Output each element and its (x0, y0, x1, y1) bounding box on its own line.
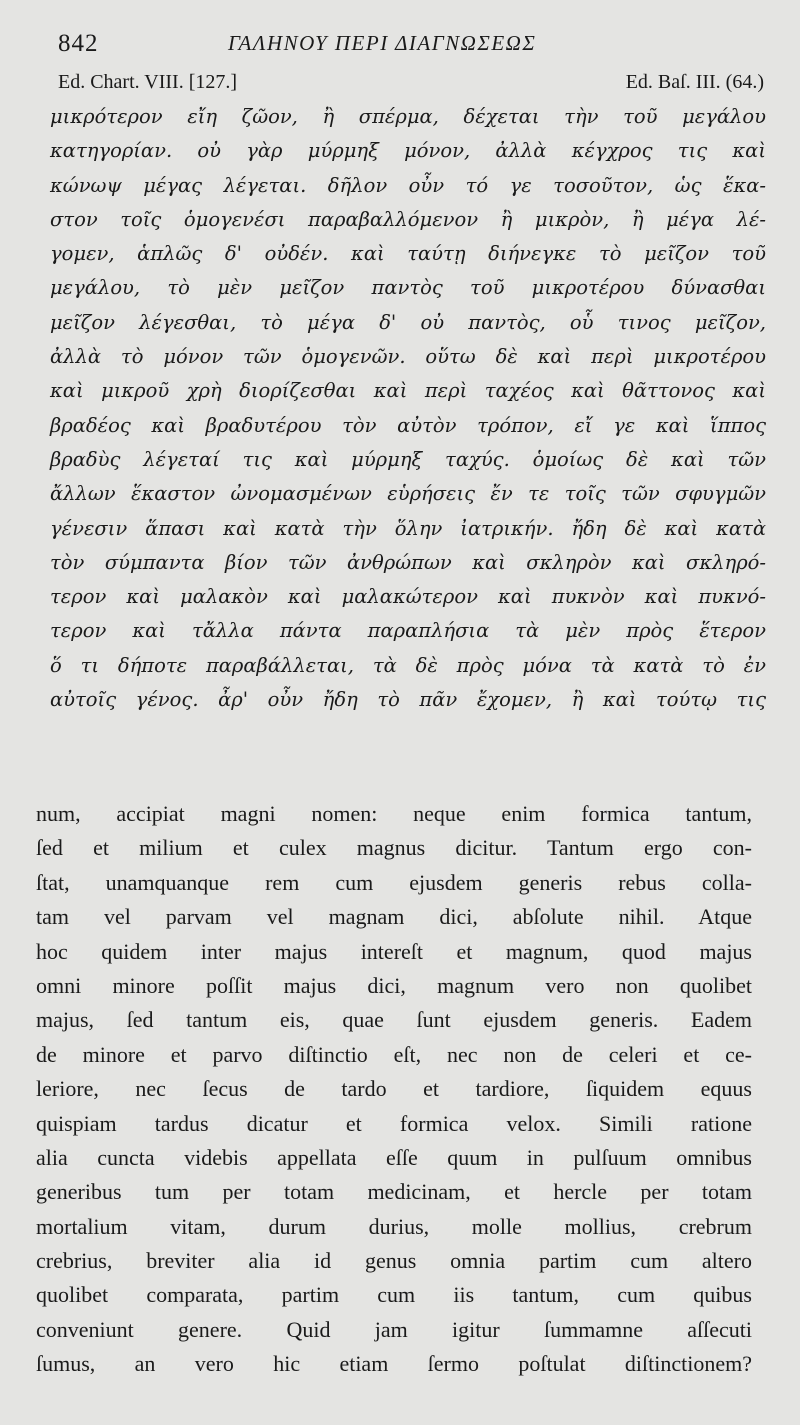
greek-text-line: γένεσιν ἅπασι καὶ κατὰ τὴν ὅλην ἰατρικήν. ἤδη δὲ καὶ κατὰ (50, 516, 766, 540)
latin-text-line: ſtat, unamquanque rem cum ejusdem generis rebus colla- (36, 869, 752, 895)
latin-text-line: quispiam tardus dicatur et formica velox. Simili ratione (36, 1110, 752, 1136)
latin-text-line: alia cuncta videbis appellata eſſe quum in pulſuum omnibus (36, 1144, 752, 1170)
greek-text-line: μικρότερον εἴη ζῶον, ἢ σπέρμα, δέχεται τὴν τοῦ μεγάλου (50, 105, 766, 128)
greek-text-block (50, 100, 766, 717)
latin-text-line: majus, ſed tantum eis, quae ſunt ejusdem generis. Eadem (36, 1007, 752, 1033)
latin-text-line: hoc quidem inter majus intereſt et magnum, quod majus (36, 938, 752, 964)
greek-text-line: κατηγορίαν. οὐ γὰρ μύρμηξ μόνον, ἀλλὰ κέγχρος τις καὶ (50, 139, 766, 163)
running-title: ΓΑΛΗΝΟΥ ΠΕΡΙ ΔΙΑΓΝΩΣΕΩΣ (228, 31, 537, 55)
greek-text-line: τερον καὶ μαλακὸν καὶ μαλακώτερον καὶ πυκνὸν καὶ πυκνό- (50, 585, 766, 609)
greek-text-line: ὅ τι δήποτε παραβάλλεται, τὰ δὲ πρὸς μόνα τὰ κατὰ τὸ ἐν (50, 653, 766, 677)
latin-text-line: conveniunt genere. Quid jam igitur ſummamne aſſecuti (36, 1316, 752, 1342)
latin-text-line: omni minore poſſit majus dici, magnum vero non quolibet (36, 972, 752, 998)
latin-text-line: tam vel parvam vel magnam dici, abſolute nihil. Atque (36, 904, 752, 930)
latin-text-block (36, 797, 752, 1382)
page-number: 842 (58, 30, 99, 57)
greek-text-line: ἀλλὰ τὸ μόνον τῶν ὁμογενῶν. οὕτω δὲ καὶ περὶ μικροτέρου (50, 345, 766, 369)
greek-text-line: τὸν σύμπαντα βίον τῶν ἀνθρώπων καὶ σκληρὸν καὶ σκληρό- (50, 550, 766, 574)
latin-text-line: num, accipiat magni nomen: neque enim formica tantum, (36, 801, 752, 826)
latin-text-line: crebrius, breviter alia id genus omnia partim cum altero (36, 1248, 752, 1274)
greek-text-line: κώνωψ μέγας λέγεται. δῆλον οὖν τό γε τοσοῦτον, ὡς ἕκα- (50, 173, 766, 197)
greek-text-line: βραδὺς λέγεταί τις καὶ μύρμηξ ταχύς. ὁμοίως δὲ καὶ τῶν (50, 447, 766, 471)
latin-text-line: leriore, nec ſecus de tardo et tardiore, ſiquidem equus (36, 1076, 752, 1102)
latin-text-line: ſumus, an vero hic etiam ſermo poſtulat diſtinctionem? (36, 1351, 752, 1377)
edition-reference-basel: Ed. Baſ. III. (64.) (625, 71, 764, 93)
greek-text-line: μεγάλου, τὸ μὲν μεῖζον παντὸς τοῦ μικροτέρου δύνασθαι (50, 276, 766, 300)
edition-reference-chartier: Ed. Chart. VIII. [127.] (58, 71, 238, 93)
latin-text-line: generibus tum per totam medicinam, et hercle per totam (36, 1179, 752, 1205)
greek-text-line: γομεν, ἁπλῶς δ' οὐδέν. καὶ ταύτῃ διήνεγκε τὸ μεῖζον τοῦ (50, 242, 766, 266)
greek-text-line: ἄλλων ἕκαστον ὠνομασμένων εὑρήσεις ἔν τε τοῖς τῶν σφυγμῶν (50, 482, 766, 506)
greek-text-line: βραδέος καὶ βραδυτέρου τὸν αὐτὸν τρόπον, εἴ γε καὶ ἵππος (50, 413, 766, 437)
greek-text-line: μεῖζον λέγεσθαι, τὸ μέγα δ' οὐ παντὸς, οὗ τινος μεῖζον, (50, 310, 766, 334)
latin-text-line: quolibet comparata, partim cum iis tantum, cum quibus (36, 1282, 752, 1308)
latin-text-line: de minore et parvo diſtinctio eſt, nec non de celeri et ce- (36, 1041, 752, 1067)
greek-text-line: καὶ μικροῦ χρὴ διορίζεσθαι καὶ περὶ ταχέος καὶ θᾶττονος καὶ (50, 379, 766, 403)
greek-text-line: αὐτοῖς γένος. ἆρ' οὖν ἤδη τὸ πᾶν ἔχομεν, ἢ καὶ τούτῳ τις (50, 688, 766, 712)
latin-text-line: ſed et milium et culex magnus dicitur. Tantum ergo con- (36, 835, 752, 861)
greek-text-line: τερον καὶ τἄλλα πάντα παραπλήσια τὰ μὲν πρὸς ἕτερον (50, 619, 766, 643)
greek-text-line: στον τοῖς ὁμογενέσι παραβαλλόμενον ἢ μικρὸν, ἢ μέγα λέ- (50, 207, 766, 231)
latin-text-line: mortalium vitam, durum durius, molle mollius, crebrum (36, 1213, 752, 1239)
